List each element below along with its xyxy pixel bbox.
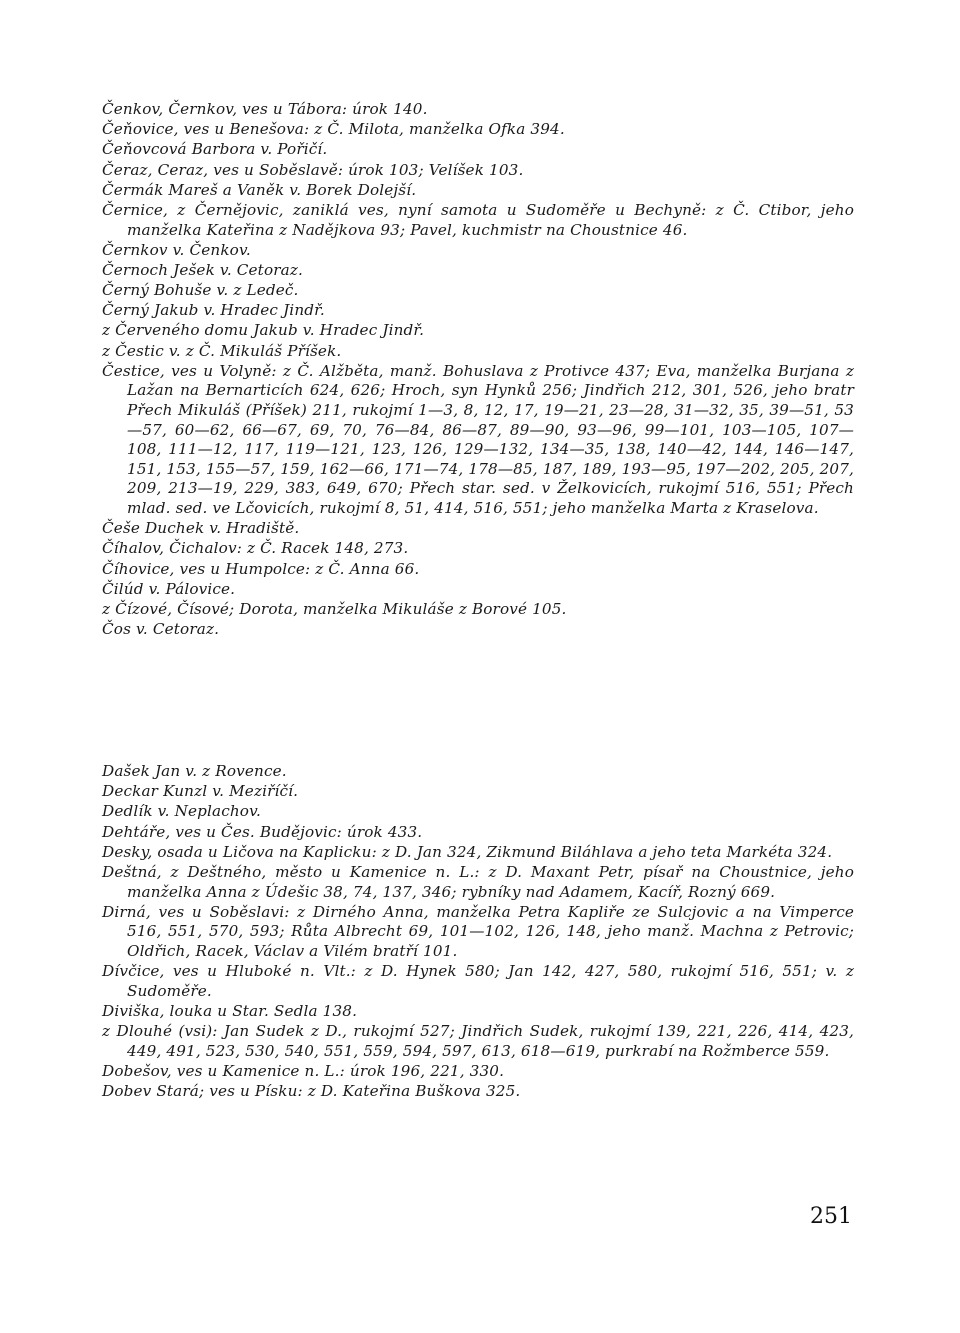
index-entry: Deštná, z Deštného, město u Kamenice n. L.: z D. Maxant Petr, písař na Choustnice, jeho manželka Anna z Údešic 38, 74, 137, 346; rybníky nad Adamem, Kacíř, Rozný 669. — [102, 862, 854, 901]
index-entry: Černkov v. Čenkov. — [102, 240, 251, 259]
index-entry: Čos v. Cetoraz. — [102, 620, 220, 639]
index-entry: Čeňovcová Barbora v. Pořičí. — [102, 140, 328, 159]
index-entry: z Čízové, Čísové; Dorota, manželka Mikuláše z Borové 105. — [102, 599, 567, 618]
index-entry: Diviška, louka u Star. Sedla 138. — [102, 1001, 358, 1020]
index-entry: Číhalov, Čichalov: z Č. Racek 148, 273. — [102, 539, 409, 558]
index-entry: Čestice, ves u Volyně: z Č. Alžběta, manž. Bohuslava z Protivce 437; Eva, manželka Burjana z Lažan na Bernarticích 624, 626; Hroch, syn Hynků 256; Jindřich 212, 301, 526, jeho bratr Přech Mikuláš (Příšek) 211, rukojmí 1—3, 8, 12, 17, 19—21, 23—28, 31—32, 35, 39—51, 53—57, 60—62, 66—67, 69, 70, 76—84, 86—87, 89—90, 93—96, 99—101, 103—105, 107—108, 111—12, 117, 119—121, 123, 126, 129—132, 134—35, 138, 140—42, 144, 146—147, 151, 153, 155—57, 159, 162—66, 171—74, 178—85, 187, 189, 193—95, 197—202, 205, 207, 209, 213—19, 229, 383, 649, 670; Přech star. sed. v Želkovicích, rukojmí 516, 551; Přech mlad. sed. ve Lčovicích, rukojmí 8, 51, 414, 516, 551; jeho manželka Marta z Kraselova. — [102, 361, 854, 517]
index-section-d — [102, 762, 854, 1102]
index-entry: z Červeného domu Jakub v. Hradec Jindř. — [102, 321, 425, 340]
index-entry: Dašek Jan v. z Rovence. — [102, 762, 287, 780]
index-entry: Čeňovice, ves u Benešova: z Č. Milota, manželka Ofka 394. — [102, 120, 565, 139]
index-entry: Dehtáře, ves u Čes. Budějovic: úrok 433. — [102, 822, 423, 841]
index-entry: z Dlouhé (vsi): Jan Sudek z D., rukojmí 527; Jindřich Sudek, rukojmí 139, 221, 226, 414, 423, 449, 491, 523, 530, 540, 551, 559, 594, 597, 613, 618—619, purkrabí na Rožmberce 559. — [102, 1022, 854, 1060]
index-entry: Čeraz, Ceraz, ves u Soběslavě: úrok 103; Velíšek 103. — [102, 160, 524, 179]
index-entry: Dedlík v. Neplachov. — [102, 802, 262, 821]
index-entry: Dobev Stará; ves u Písku: z D. Kateřina Buškova 325. — [102, 1082, 521, 1101]
index-entry: Černý Jakub v. Hradec Jindř. — [102, 301, 325, 320]
index-entry: Čermák Mareš a Vaněk v. Borek Dolejší. — [102, 180, 417, 199]
index-entry: Čilúd v. Pálovice. — [102, 579, 236, 598]
index-entry: Černý Bohuše v. z Ledeč. — [102, 281, 299, 300]
index-entry: Dirná, ves u Soběslavi: z Dirného Anna, manželka Petra Kapliře ze Sulcjovic a na Vimperce 516, 551, 570, 593; Růta Albrecht 69, 101—102, 126, 148, jeho manž. Machna z Petrovic; Oldřich, Racek, Václav a Vilém bratří 101. — [102, 902, 854, 960]
index-section-c — [102, 100, 854, 640]
index-entry: Černice, z Černějovic, zaniklá ves, nyní samota u Sudoměře u Bechyně: z Č. Ctibor, jeho manželka Kateřina z Nadějkova 93; Pavel, kuchmistr na Choustnice 46. — [102, 200, 854, 239]
index-entry: Číhovice, ves u Humpolce: z Č. Anna 66. — [102, 559, 420, 578]
index-entry: Čenkov, Černkov, ves u Tábora: úrok 140. — [102, 100, 428, 118]
page-number: 251 — [810, 1204, 852, 1229]
index-entry: Desky, osada u Ličova na Kaplicku: z D. Jan 324, Zikmund Biláhlava a jeho teta Markéta 324. — [102, 842, 833, 861]
index-entry: Dobešov, ves u Kamenice n. L.: úrok 196, 221, 330. — [102, 1061, 505, 1080]
index-entry: Češe Duchek v. Hradiště. — [102, 519, 300, 538]
index-entry: z Čestic v. z Č. Mikuláš Příšek. — [102, 341, 342, 360]
index-entry: Dívčice, ves u Hluboké n. Vlt.: z D. Hynek 580; Jan 142, 427, 580, rukojmí 516, 551; v. z Sudoměře. — [102, 962, 854, 1000]
index-entry: Černoch Ješek v. Cetoraz. — [102, 260, 303, 279]
index-entry: Deckar Kunzl v. Meziříčí. — [102, 782, 299, 801]
